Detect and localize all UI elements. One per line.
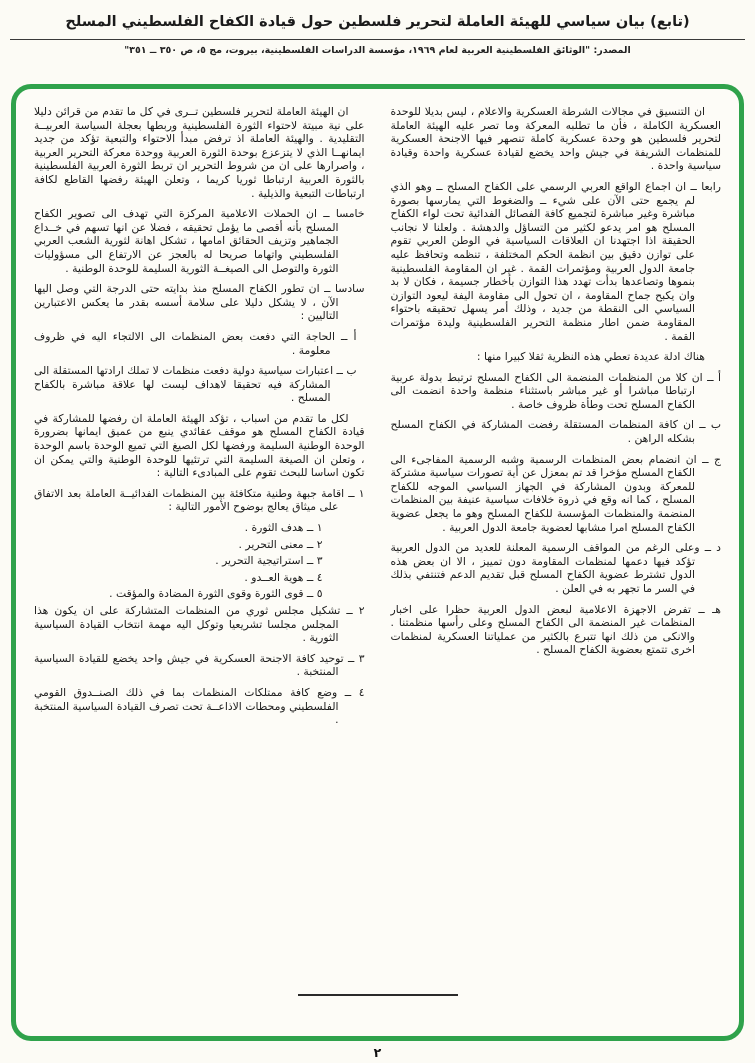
list-item: أ ــ ان كلا من المنظمات المنضمة الى الكفاح المسلح ترتبط بدولة عربية ارتباطا مباشرا أو غير مباشر باستثناء منظمة واحدة انضمت الى الكفاح المسلح تحت وطأة ظروف خاصة .: [390, 370, 721, 411]
list-item: ١ ــ اقامة جبهة وطنية متكافئة بين المنظمات الفدائيــة العاملة بعد الاتفاق على ميثاق يعالج بوضوح الأمور التالية :: [34, 486, 365, 514]
paragraph: هناك ادلة عديدة تعطي هذه النظرية ثقلا كبيرا منها :: [476, 350, 705, 364]
paragraph: رابعا ــ ان اجماع الواقع العربي الرسمي على الكفاح المسلح ــ وهو الذي لم يجمع حتى الآن على شيء ــ والضغوط التي يمارسها بصورة مباشرة وغير مباشرة لتجميع كافة الفصائل الفدائية تحت لواء الكفاح المسلح هو امر يدعو لكثير من التساؤل والدهشة . ولعلنا لا نجانب الحقيقة اذا اجتهدنا ان العلاقات السياسية في الوطن العربي تقوم على توازن دقيق بين انظمة الحكم المختلفة ، تنظمه وتحافظ عليه جامعة الدول العربية ومؤتمرات القمة . غير ان المقاومة الفلسطينية بنموها وتصاعدها بدأت تهدد هذا التوازن بأخطار جسيمة ، فكان لا بد وان يكبح جماح المقاومة ، ان تحول الى مقاومة اليفة ليعود التوازن السياسي الى النقطة من جديد ، وذلك أمر يسهل تحقيقه باحتواء المقاومة ضمن اطار منظمة التحرير الفلسطينية وليدة مؤتمرات القمة .: [390, 179, 721, 343]
list-item: ب ــ ان كافة المنظمات المستقلة رفضت المشاركة في الكفاح المسلح بشكله الراهن .: [390, 418, 721, 446]
page-number: ٢: [373, 1045, 382, 1060]
document-title: (تابع) بيان سياسي للهيئة العاملة لتحرير فلسطين حول قيادة الكفاح الفلسطيني المسلح: [65, 14, 690, 30]
document-header: [0, 0, 755, 56]
green-document-frame: [11, 84, 744, 1041]
list-item: ب ــ اعتبارات سياسية دولية دفعت منظمات لا تملك ارادتها المستقلة الى المشاركة فيه تحقيقا لاهداف ليست لها علاقة مباشرة بالكفاح المسلح .: [34, 364, 357, 405]
paragraph: لكل ما تقدم من اسباب ، تؤكد الهيئة العاملة ان رفضها للمشاركة في قيادة الكفاح المسلح هو موقف عقائدي ينبع من عميق ايمانها بضرورة الوحدة الوطنية السليمة ورفضها لكل الصيغ التي تميع الوحدة باسم الوحدة ، وتعلن ان الصيغة السليمة التي ترتئيها للوحدة الوطنية والتي يمكن ان تكون اساسا للبحث تقوم على المبادىء التالية :: [34, 411, 365, 480]
list-item: ٣ ــ توحيد كافة الاجنحة العسكرية في جيش واحد يخضع للقيادة السياسية المنتخبة .: [34, 651, 365, 679]
paragraph: ان التنسيق في مجالات الشرطة العسكرية والاعلام ، ليس بديلا للوحدة العسكرية الكاملة ، فأن ما تطلبه المعركة وما تصر عليه الهيئة العاملة لتحرير فلسطين هو وحدة عسكرية كاملة تنصهر فيها الاجنحة العسكرية للمنظمات الشريفة في جيش واحد يخضع لقيادة عسكرية واحدة وقيادة سياسية واحدة .: [390, 105, 721, 173]
list-item: ٤ ــ وضع كافة ممتلكات المنظمات بما في ذلك الصنــدوق القومي الفلسطيني ومحطات الاذاعــة تحت تصرف القيادة السياسية المنتخبة .: [34, 685, 365, 727]
sub-list-item: ١ ــ هدف الثورة .: [244, 521, 323, 535]
end-of-text-divider: [298, 994, 458, 996]
sub-list-item: ٤ ــ هوية العــدو .: [244, 570, 323, 584]
paragraph: خامسا ــ ان الحملات الاعلامية المركزة التي تهدف الى تصوير الكفاح المسلح بأنه أقصى ما يؤمل تحقيقه ، فضلا عن انها تسهم في خــداع الجماهير وتزيف الحقائق امامها ، تشكل اهانة لثورية الشعب العربي الفلسطيني واتهاما صريحا له بالعجز عن الارتفاع الى مسؤوليات الثورة والتوصل الى الصيغــة الثورية السليمة للوحدة الوطنية .: [34, 207, 365, 275]
sub-list-item: ٥ ــ قوى الثورة وقوى الثورة المضادة والمؤقت .: [109, 587, 323, 601]
sub-list-item: ٢ ــ معنى التحرير .: [238, 537, 323, 551]
list-item: أ ــ الحاجة التي دفعت بعض المنظمات الى الالتجاء اليه في ظروف معلومة .: [34, 329, 357, 357]
sub-list-item: ٣ ــ استراتيجية التحرير .: [215, 554, 323, 568]
text-column-right: [391, 105, 722, 968]
paragraph: ان الهيئة العاملة لتحرير فلسطين تــرى في كل ما تقدم من قرائن دليلا على نية مبيتة لاحتواء الثورة الفلسطينية وربطها بعجلة السياسة العربيــة التقليدية . والهيئة العاملة اذ ترفض مبدأ الاحتواء والتبعية تؤكد من جديد ايمانهــا الذي لا يتزعزع بوحدة الثورة العربية ووحدة معركة التحرير العربية ، واصرارها على ان من شروط التحرير ان تربط الثورة العربية الفلسطينية بالثورة العربية ارتباطا ثوريا كريما ، وتعلن الهيئة رفضها القاطع لكافة ارتباطات التبعية والذيلية .: [34, 105, 365, 200]
header-divider: [10, 39, 745, 40]
list-item: د ــ وعلى الرغم من المواقف الرسمية المعلنة للعديد من الدول العربية تؤكد فيها دعمها لمنظمات المقاومة دون تمييز ، الا ان بعض هذه الدول تشترط عضوية الكفاح المسلح قبل تقديم الدعم فتنتفي بذلك في السر ما تجهر به في العلن .: [390, 541, 721, 595]
list-item: ج ــ ان انضمام بعض المنظمات الرسمية وشبه الرسمية المفاجىء الى الكفاح المسلح مؤخرا قد تم بمعزل عن أية تصورات سياسية مشتركة للمعركة وبدون المشاركة في الجهاز السياسي الموجه للكفاح المسلح ، كما انه وقع في ذروة خلافات سياسية عنيفة بين المنظمات المنضمة والمنظمات المؤسسة للكفاح المسلح وهو ما يجعل عضوية الكفاح المسلح امرا مشابها لعضوية جامعة الدول العربية .: [390, 452, 721, 534]
paragraph: سادسا ــ ان تطور الكفاح المسلح منذ بدايته حتى الدرجة التي وصل اليها الآن ، لا يشكل دليلا على سلامة أسسه بقدر ما يعكس الاعتبارين التاليين :: [34, 282, 365, 323]
two-column-text: [34, 105, 721, 968]
list-item: ٢ ــ تشكيل مجلس ثوري من المنظمات المتشاركة على ان يكون هذا المجلس مجلسا تشريعيا وتوكل اليه مهمة انتخاب القيادة السياسية الثورية .: [34, 604, 365, 645]
list-item: هـ ــ تفرض الاجهزة الاعلامية لبعض الدول العربية حظرا على اخبار المنظمات غير المنضمة الى الكفاح المسلح وعلى رأسها منظمتنا . والانكى من ذلك انها تتبرع بالكثير من عملياتنا العسكرية لمنظمات اخرى تتمتع بعضوية الكفاح المسلح .: [390, 602, 721, 657]
source-line: المصدر: "الوثائق الفلسطينية العربية لعام ١٩٦٩، مؤسسة الدراسات الفلسطينية، بيروت، مج ٥، ص ٣٥٠ ــ ٣٥١": [124, 44, 631, 56]
text-column-left: [34, 105, 365, 968]
